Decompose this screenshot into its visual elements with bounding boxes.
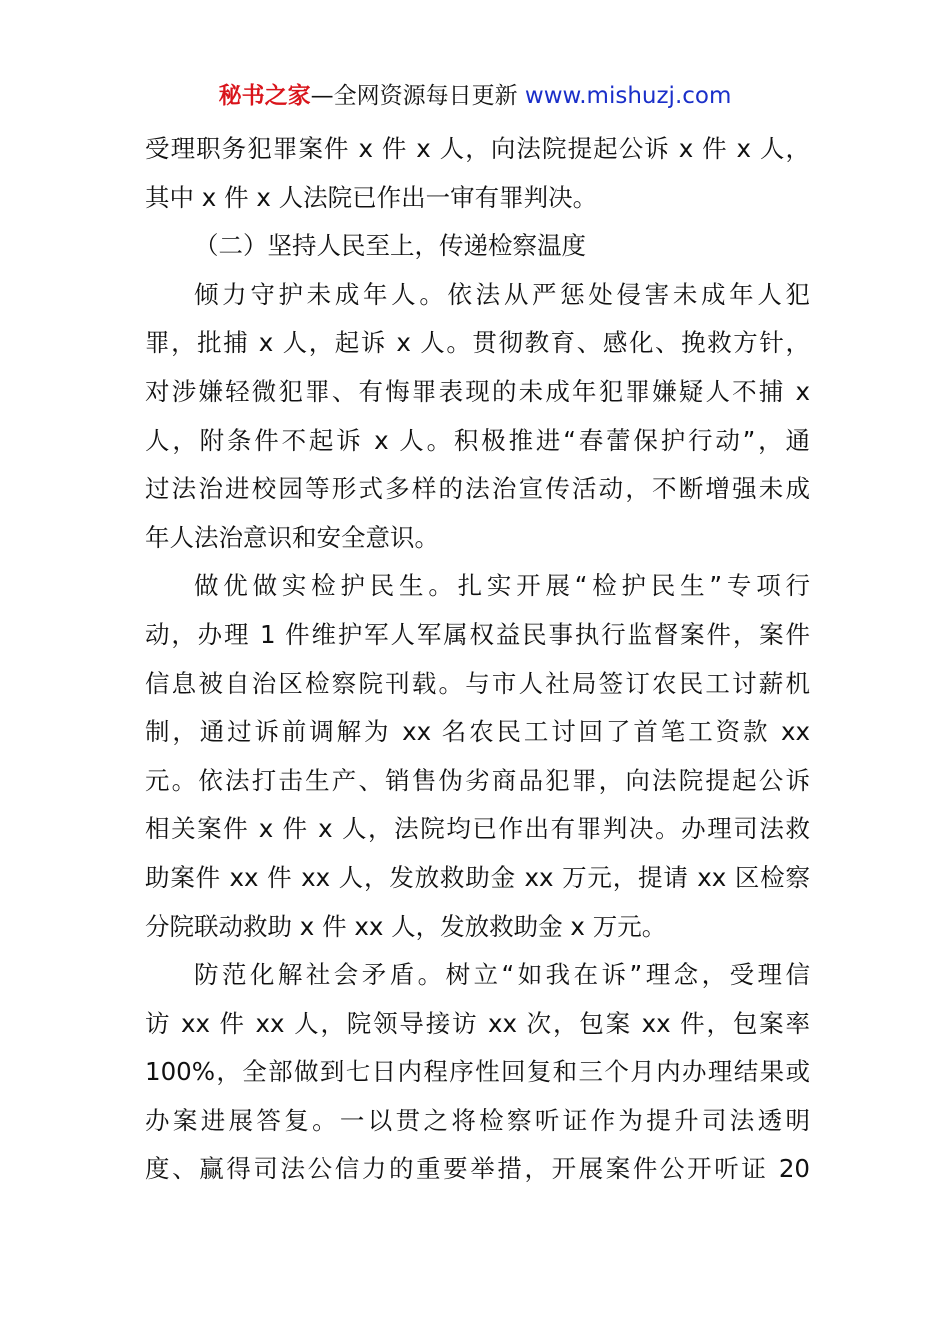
text-line: 100%，全部做到七日内程序性回复和三个月内办理结果或 [145,1057,810,1087]
text-line: 人，附条件不起诉 x 人。积极推进“春蕾保护行动”，通 [145,425,810,455]
text-line: 元。依法打击生产、销售伪劣商品犯罪，向法院提起公诉 [145,765,810,795]
text-line: 访 xx 件 xx 人，院领导接访 xx 次，包案 xx 件，包案率 [145,1008,810,1038]
site-header [0,80,950,112]
text-line: 助案件 xx 件 xx 人，发放救助金 xx 万元，提请 xx 区检察 [145,862,810,892]
text-line: 过法治进校园等形式多样的法治宣传活动，不断增强未成 [145,474,810,504]
text-line: 办案进展答复。一以贯之将检察听证作为提升司法透明 [145,1105,810,1135]
paragraph-start-line: 倾力守护未成年人。依法从严惩处侵害未成年人犯 [194,279,810,309]
text-line: 其中 x 件 x 人法院已作出一审有罪判决。 [145,182,598,212]
text-line: 制，通过诉前调解为 xx 名农民工讨回了首笔工资款 xx [145,717,810,747]
text-line: 年人法治意识和安全意识。 [145,522,439,552]
paragraph-start-line: 做优做实检护民生。扎实开展“检护民生”专项行 [194,571,810,601]
text-line: 分院联动救助 x 件 xx 人，发放救助金 x 万元。 [145,911,667,941]
text-line: 信息被自治区检察院刊载。与市人社局签订农民工讨薪机 [145,668,810,698]
section-heading: （二）坚持人民至上，传递检察温度 [194,231,586,261]
brand-name: 秘书之家 [218,83,311,109]
text-line: 动，办理 1 件维护军人军属权益民事执行监督案件，案件 [145,619,810,649]
text-line: 相关案件 x 件 x 人，法院均已作出有罪判决。办理司法救 [145,814,810,844]
text-line: 罪，批捕 x 人，起诉 x 人。贯彻教育、感化、挽救方针， [145,328,810,358]
text-line: 受理职务犯罪案件 x 件 x 人，向法院提起公诉 x 件 x 人， [145,134,810,163]
paragraph-start-line: 防范化解社会矛盾。树立“如我在诉”理念，受理信 [194,960,810,990]
site-url-link[interactable]: www.mishuzj.com [524,83,732,109]
text-line: 对涉嫌轻微犯罪、有悔罪表现的未成年犯罪嫌疑人不捕 x [145,376,810,406]
header-tagline: —全网资源每日更新 [310,83,525,109]
text-line: 度、赢得司法公信力的重要举措，开展案件公开听证 20 [145,1154,810,1184]
document-body [145,125,810,1194]
